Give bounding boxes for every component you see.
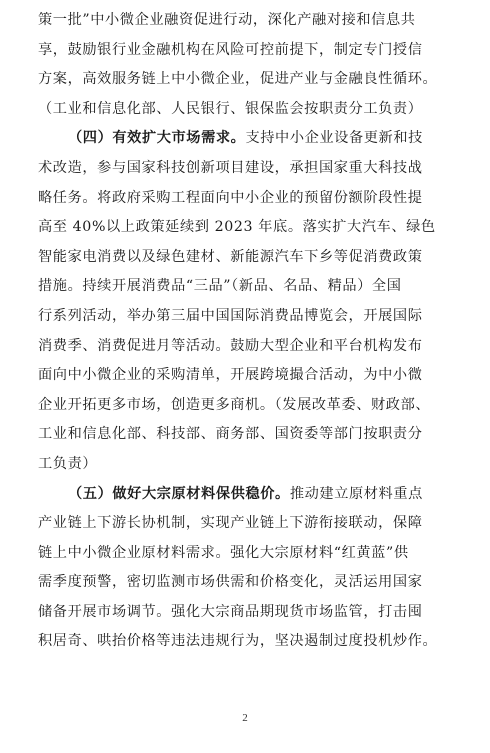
- line-text: 工业和信息化部、科技部、商务部、国资委等部门按职责分: [38, 426, 423, 443]
- text-line: [38, 6, 456, 36]
- line-text: 积居奇、哄抬价格等违法违规行为，坚决遏制过度投机炒作。: [38, 633, 438, 650]
- line-text: 略任务。将政府采购工程面向中小企业的预留份额阶段性提: [38, 189, 423, 206]
- text-line: [38, 184, 456, 214]
- line-text: 措施。持续开展消费品“三品”（新品、名品、精品）全国: [38, 278, 402, 295]
- line-text: 产业链上下游长协机制，实现产业链上下游衔接联动，保障: [38, 515, 423, 532]
- line-text: 储备开展市场调节。强化大宗商品期现货市场监管，打击囤: [38, 603, 423, 620]
- text-line: [38, 568, 456, 598]
- line-text: 推动建立原材料重点: [289, 485, 423, 502]
- text-line: [38, 213, 456, 243]
- line-text: 高至 40%以上政策延续到 2023 年底。落实扩大汽车、绿色: [38, 219, 436, 236]
- text-line: [38, 627, 456, 657]
- text-line: [38, 65, 456, 95]
- line-text: 策一批”中小微企业融资促进行动，深化产融对接和信息共: [38, 12, 416, 28]
- text-line: [38, 36, 456, 66]
- line-text: 智能家电消费以及绿色建材、新能源汽车下乡等促消费政策: [38, 248, 423, 265]
- line-text: 需季度预警，密切监测市场供需和价格变化，灵活运用国家: [38, 574, 423, 591]
- line-text: 工负责）: [38, 455, 98, 472]
- line-text: 企业开拓更多市场，创造更多商机。（发展改革委、财政部、: [38, 396, 431, 413]
- line-text: 链上中小微企业原材料需求。强化大宗原材料“红黄蓝”供: [38, 544, 409, 561]
- text-line: [38, 450, 456, 480]
- text-line: [38, 539, 456, 569]
- text-line: [38, 509, 456, 539]
- page-number: 2: [242, 712, 248, 724]
- section-heading: （四）有效扩大市场需求。: [68, 130, 246, 147]
- line-text: 消费季、消费促进月等活动。鼓励大型企业和平台机构发布: [38, 337, 423, 354]
- line-text: 支持中小企业设备更新和技: [245, 130, 423, 147]
- line-text: 方案，高效服务链上中小微企业，促进产业与金融良性循环。: [38, 71, 438, 88]
- text-line: [38, 124, 456, 154]
- text-line: [38, 272, 456, 302]
- text-line: [38, 243, 456, 273]
- text-line: [38, 95, 456, 125]
- text-line: [38, 154, 456, 184]
- line-text: （工业和信息化部、人民银行、银保监会按职责分工负责）: [38, 100, 423, 117]
- document-body: [38, 6, 456, 657]
- line-text: 行系列活动，举办第三届中国国际消费品博览会，开展国际: [38, 307, 423, 324]
- text-line: [38, 391, 456, 421]
- text-line: [38, 420, 456, 450]
- line-text: 享，鼓励银行业金融机构在风险可控前提下，制定专门授信: [38, 41, 423, 58]
- text-line: [38, 302, 456, 332]
- text-line: [38, 480, 456, 510]
- text-line: [38, 598, 456, 628]
- text-line: [38, 361, 456, 391]
- line-text: 面向中小微企业的采购清单，开展跨境撮合活动，为中小微: [38, 367, 423, 384]
- line-text: 术改造，参与国家科技创新项目建设，承担国家重大科技战: [38, 159, 423, 176]
- section-heading: （五）做好大宗原材料保供稳价。: [68, 485, 290, 502]
- text-line: [38, 332, 456, 362]
